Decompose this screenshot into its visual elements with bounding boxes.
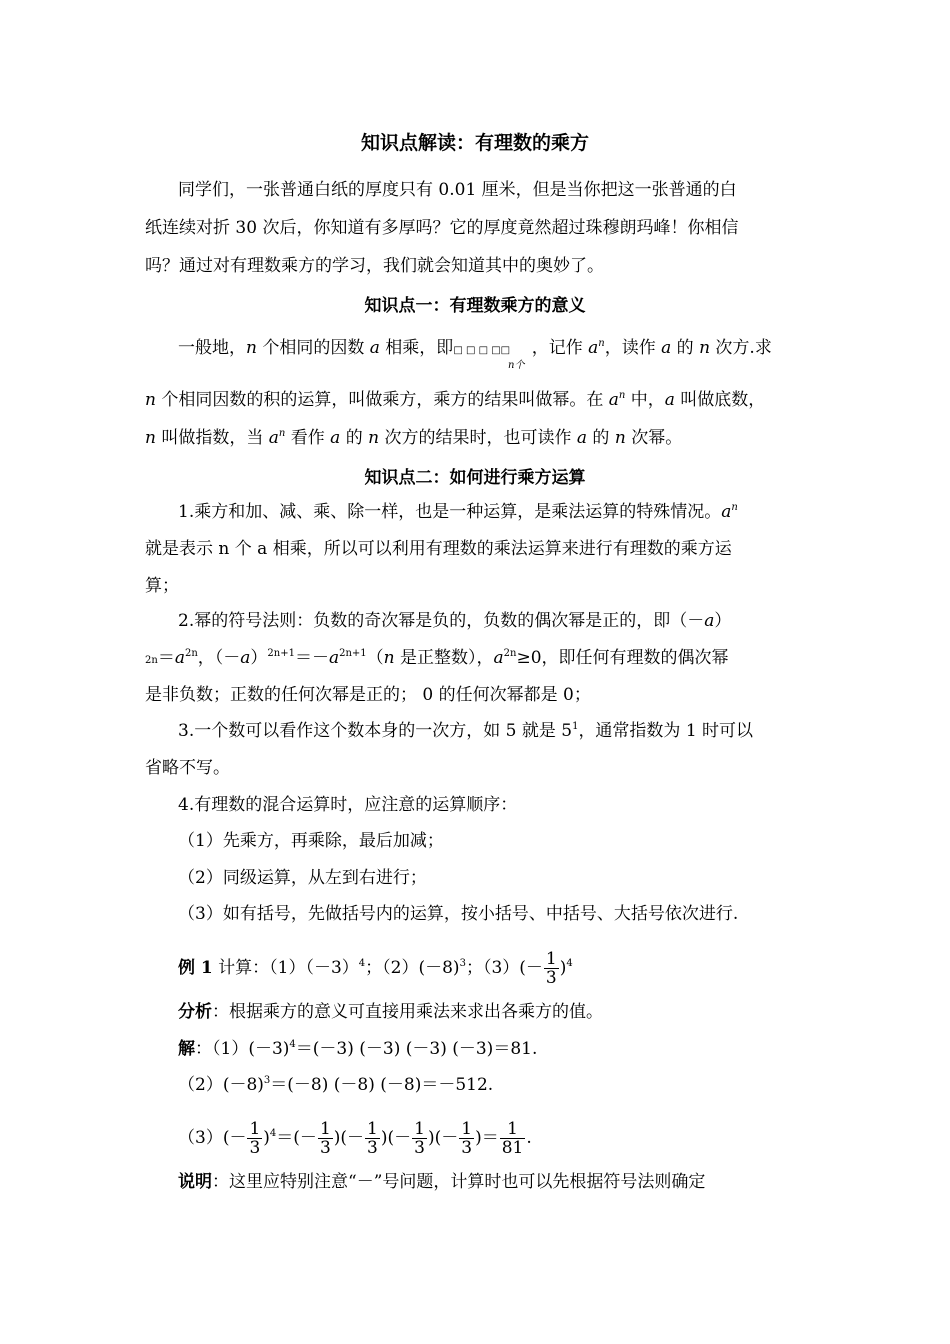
var-n-exp: n	[598, 338, 605, 349]
var-a: a	[664, 390, 675, 410]
note-text: ：这里应特别注意“－”号问题，计算时也可以先根据符号法则确定	[212, 1172, 706, 1192]
section-2-heading: 知识点二：如何进行乘方运算	[364, 468, 586, 488]
var-a: a	[174, 648, 185, 668]
s1-text: ，记作	[531, 338, 589, 358]
fraction-one-third: $\frac{1}{3}$	[367, 1119, 378, 1158]
exp-2n: 2n	[184, 648, 198, 659]
s2-text: 是正整数），	[394, 648, 494, 668]
exp-4: 4	[269, 1128, 277, 1139]
var-a: a	[721, 502, 732, 522]
exp-2n: 2n	[503, 648, 517, 659]
var-n: n	[145, 428, 156, 448]
page-title: 知识点解读：有理数的乘方	[360, 132, 589, 154]
exp-4: 4	[566, 958, 573, 969]
s2-text: ＝	[157, 648, 175, 668]
var-n: n	[368, 428, 380, 448]
note-label: 说明	[178, 1172, 212, 1192]
example-line: 例 1 计算：$(1)(-3)^4$；$(2)(-8)^3$；（3）(－ $\frac{1}{3}$ )$^4$	[178, 949, 573, 988]
exp-1: 1	[572, 721, 579, 732]
var-n: n	[614, 428, 626, 448]
s1-line-3	[145, 426, 825, 450]
var-a: a	[588, 338, 599, 358]
order-item-2: （2）同级运算，从左到右进行；	[178, 868, 427, 888]
fraction-one-third: $\frac{1}{3}$	[461, 1119, 473, 1158]
s1-text: 次方的结果时，也可读作	[379, 428, 577, 448]
var-n-exp: n	[278, 428, 286, 439]
var-a: a	[369, 338, 380, 358]
s1-line-2	[145, 388, 825, 412]
ex-text: ；（3）(－	[465, 958, 543, 978]
var-n: n	[145, 390, 156, 410]
s2-p3-line-2: 省略不写。	[145, 758, 230, 778]
s2-text: 3.一个数可以看作这个数本身的一次方，如 5 就是 5	[178, 721, 573, 741]
fraction-one-third: $\frac{1}{3}$	[319, 1119, 331, 1158]
var-a: a	[493, 648, 504, 668]
order-item-1: （1）先乘方，再乘除，最后加减；	[178, 831, 444, 851]
s1-text: 个相同的因数	[256, 338, 370, 358]
exp-3: 3	[263, 1075, 271, 1086]
s2-p2-line-1	[178, 609, 858, 633]
fraction-one-third: $\frac{1}{3}$	[545, 949, 557, 988]
var-a: a	[240, 648, 251, 668]
note-line	[178, 1170, 858, 1194]
fraction-one-third: $\frac{1}{3}$	[414, 1119, 425, 1158]
var-n: n	[246, 338, 257, 358]
s2-text: 1.乘方和加、减、乘、除一样，也是一种运算，是乘法运算的特殊情况。	[178, 502, 722, 522]
var-n: n	[383, 648, 395, 668]
solution-line-3: （3）(－ $\frac{1}{3}$ )$^4$＝(－ $\frac{1}{3}$ )(－ $\frac{1}{3}$ )(－ $\frac{1}{3}$ )(－ $\frac{1}{3}$ )＝ $\frac{1}{81}$ .	[178, 1119, 532, 1158]
var-a: a	[576, 428, 588, 448]
exp-3: 3	[459, 958, 466, 969]
s1-text: 看作	[285, 428, 331, 448]
s2-p3-line-1	[178, 719, 858, 743]
section-1-heading: 知识点一：有理数乘方的意义	[364, 296, 586, 316]
s2-p1-line-3: 算；	[145, 576, 179, 596]
s2-text: ）	[714, 611, 732, 631]
s2-text: ，（－	[197, 648, 241, 668]
missing-glyph-boxes: □ □ □ □□	[453, 345, 511, 356]
var-n: n	[699, 338, 711, 358]
s2-p2-line-3: 是非负数；正数的任何次幂是正的； 0 的任何次幂都是 0；	[145, 685, 591, 705]
var-a: a	[330, 428, 341, 448]
s1-text: ，读作	[604, 338, 662, 358]
analysis-label: 分析	[178, 1002, 212, 1022]
solution-label: 解	[178, 1039, 195, 1059]
s1-text: 的	[587, 428, 615, 448]
exp-2n1: 2n+1	[267, 648, 295, 659]
exp-4: 4	[358, 958, 366, 969]
s1-text: 叫做指数，当	[155, 428, 269, 448]
analysis-line	[178, 1000, 858, 1024]
s2-text: 2.幂的符号法则：负数的奇次幂是负的，负数的偶次幂是正的，即（－	[178, 611, 705, 631]
order-item-3: （3）如有括号，先做括号内的运算，按小括号、中括号、大括号依次进行.	[178, 904, 739, 924]
example-label: 例 1	[178, 958, 213, 978]
s2-p4-line: 4.有理数的混合运算时，应注意的运算顺序：	[178, 795, 518, 815]
s1-text: 的	[671, 338, 700, 358]
s2-text: ，通常指数为 1 时可以	[578, 721, 754, 741]
s2-p1-line-1	[178, 500, 858, 524]
s1-text: 的	[340, 428, 369, 448]
exp-2n: 2n	[145, 655, 158, 666]
s2-p1-line-2: 就是表示 n 个 a 相乘，所以可以利用有理数的乘法运算来进行有理数的乘方运	[145, 539, 732, 559]
solution-line-2: $(2)(-8)^3=(-8)$ (－8) (－8)＝－512.	[178, 1075, 494, 1095]
s2-text: ≥0，即任何有理数的偶次幂	[516, 648, 729, 668]
exp-4: 4	[289, 1039, 296, 1050]
s1-text: 一般地，	[178, 338, 246, 358]
var-a: a	[661, 338, 672, 358]
exp-2n1: 2n+1	[339, 648, 367, 659]
var-n-exp: n	[731, 502, 738, 513]
ex-text: ；（2）(－8)	[365, 958, 460, 978]
analysis-text: ：根据乘方的意义可直接用乘法来求出各乘方的值。	[212, 1002, 603, 1022]
var-a: a	[704, 611, 715, 631]
intro-line-3: 吗？通过对有理数乘方的学习，我们就会知道其中的奥妙了。	[145, 256, 604, 276]
s1-text: 相乘，即	[379, 338, 454, 358]
intro-line-2: 纸连续对折 30 次后，你知道有多厚吗？它的厚度竟然超过珠穆朗玛峰！你相信	[145, 218, 739, 238]
s1-text: 个相同因数的积的运算，叫做乘方，乘方的结果叫做幂。在	[155, 390, 609, 410]
var-a: a	[328, 648, 340, 668]
s2-text: ）	[250, 648, 268, 668]
intro-line-1: 同学们，一张普通白纸的厚度只有 0.01 厘米，但是当你把这一张普通的白	[178, 180, 737, 200]
s1-text: 次方.求	[710, 338, 772, 358]
solution-line-1: 解：$(1)(-3)^4=(-3)$ (－3) (－3) (－3)＝81.	[178, 1039, 538, 1059]
fraction-one-third: $\frac{1}{3}$	[249, 1119, 261, 1158]
s2-p2-line-2	[145, 646, 825, 673]
ex-text: 计算：（1）（－3）	[212, 958, 359, 978]
var-a: a	[608, 390, 619, 410]
s1-text: 次幂。	[625, 428, 683, 448]
s2-text: （	[366, 648, 384, 668]
s1-text: 叫做底数，	[674, 390, 766, 410]
var-a: a	[268, 428, 279, 448]
underbrace-label: n个	[508, 360, 525, 371]
s1-text: 中，	[625, 390, 665, 410]
var-n-exp: n	[618, 390, 626, 401]
fraction-one-eighty-first: $\frac{1}{81}$	[501, 1119, 524, 1158]
s2-text: ＝－	[294, 648, 329, 668]
